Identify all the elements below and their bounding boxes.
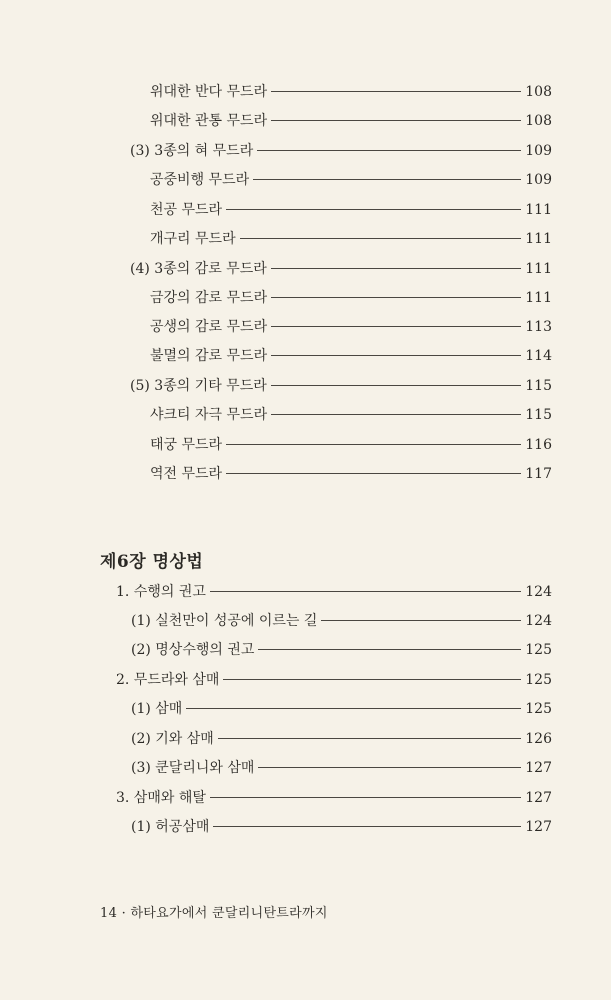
- leader-line: [271, 326, 521, 327]
- toc-entry-title: (1) 허공삼매: [131, 819, 210, 835]
- toc-entry-title: (3) 쿤달리니와 삼매: [131, 760, 255, 776]
- toc-entry-title: 공생의 감로 무드라: [150, 319, 268, 335]
- leader-line: [186, 708, 521, 709]
- leader-line: [240, 238, 522, 239]
- leader-line: [271, 355, 521, 356]
- toc-entry: [131, 702, 552, 716]
- toc-entry-title: (1) 삼매: [131, 701, 183, 717]
- toc-entry: [116, 585, 552, 599]
- toc-entry-page: 117: [525, 466, 552, 482]
- leader-line: [271, 385, 522, 386]
- toc-entry-title: (3) 3종의 혀 무드라: [130, 143, 254, 159]
- toc-entry-title: (2) 명상수행의 권고: [131, 642, 255, 658]
- chapter-heading: 제6장 명상법: [100, 552, 204, 572]
- toc-entry: [131, 614, 552, 628]
- page-footer: 14 · 하타요가에서 쿤달리니탄트라까지: [100, 906, 328, 921]
- toc-entry: [130, 144, 552, 158]
- toc-entry-title: 태궁 무드라: [150, 437, 223, 453]
- toc-entry-page: 108: [525, 84, 552, 100]
- leader-line: [223, 679, 521, 680]
- leader-line: [271, 91, 521, 92]
- toc-entry-page: 111: [525, 261, 552, 277]
- toc-entry-page: 127: [525, 819, 552, 835]
- toc-entry-page: 111: [525, 290, 552, 306]
- toc-entry: [150, 85, 552, 99]
- leader-line: [213, 826, 521, 827]
- toc-entry: [150, 438, 552, 452]
- leader-line: [257, 150, 521, 151]
- toc-entry-title: 3. 삼매와 해탈: [116, 790, 206, 806]
- toc-entry-page: 109: [525, 172, 552, 188]
- toc-entry: [116, 673, 552, 687]
- toc-entry-title: (5) 3종의 기타 무드라: [130, 378, 267, 394]
- toc-entry: [150, 320, 552, 334]
- toc-entry: [150, 203, 552, 217]
- toc-entry-page: 116: [525, 437, 552, 453]
- toc-entry-title: 위대한 관통 무드라: [150, 113, 268, 129]
- toc-entry-page: 127: [525, 760, 552, 776]
- toc-entry-page: 111: [525, 231, 552, 247]
- toc-entry-title: (1) 실천만이 성공에 이르는 길: [131, 613, 318, 629]
- toc-entry: [131, 732, 552, 746]
- leader-line: [258, 649, 521, 650]
- toc-entry: [150, 349, 552, 363]
- toc-entry-title: (2) 기와 삼매: [131, 731, 214, 747]
- toc-entry-title: 위대한 반다 무드라: [150, 84, 268, 100]
- toc-entry-title: 개구리 무드라: [150, 231, 236, 247]
- toc-entry-title: (4) 3종의 감로 무드라: [130, 261, 267, 277]
- toc-entry: [150, 173, 552, 187]
- toc-entry-title: 천공 무드라: [150, 202, 223, 218]
- toc-entry-title: 공중비행 무드라: [150, 172, 250, 188]
- toc-entry: [150, 232, 552, 246]
- toc-entry-page: 108: [525, 113, 552, 129]
- leader-line: [210, 797, 521, 798]
- toc-entry: [150, 114, 552, 128]
- toc-entry-page: 113: [525, 319, 552, 335]
- toc-entry-page: 115: [525, 378, 552, 394]
- toc-entry-page: 125: [525, 701, 552, 717]
- toc-entry-page: 109: [525, 143, 552, 159]
- toc-entry-title: 1. 수행의 권고: [116, 584, 206, 600]
- toc-entry: [150, 408, 552, 422]
- leader-line: [271, 120, 521, 121]
- leader-line: [271, 297, 521, 298]
- toc-entry-title: 금강의 감로 무드라: [150, 290, 268, 306]
- toc-entry: [131, 820, 552, 834]
- toc-entry: [150, 291, 552, 305]
- leader-line: [271, 414, 521, 415]
- toc-entry: [116, 791, 552, 805]
- toc-entry-page: 125: [525, 672, 552, 688]
- toc-entry-page: 127: [525, 790, 552, 806]
- toc-entry-page: 111: [525, 202, 552, 218]
- toc-entry: [130, 379, 552, 393]
- toc-entry-page: 115: [525, 407, 552, 423]
- toc-entry: [150, 467, 552, 481]
- toc-entry: [131, 761, 552, 775]
- toc-entry-page: 124: [525, 584, 552, 600]
- leader-line: [210, 591, 521, 592]
- toc-entry-page: 114: [525, 348, 552, 364]
- leader-line: [258, 767, 521, 768]
- toc-entry-title: 샤크티 자극 무드라: [150, 407, 268, 423]
- leader-line: [253, 179, 521, 180]
- leader-line: [226, 473, 521, 474]
- leader-line: [226, 444, 521, 445]
- toc-entry-page: 125: [525, 642, 552, 658]
- toc-entry-title: 역전 무드라: [150, 466, 223, 482]
- toc-entry: [131, 643, 552, 657]
- toc-entry: [130, 262, 552, 276]
- leader-line: [226, 209, 521, 210]
- toc-entry-title: 불멸의 감로 무드라: [150, 348, 268, 364]
- toc-entry-title: 2. 무드라와 삼매: [116, 672, 220, 688]
- leader-line: [321, 620, 521, 621]
- leader-line: [271, 268, 522, 269]
- toc-entry-page: 124: [525, 613, 552, 629]
- leader-line: [218, 738, 521, 739]
- toc-entry-page: 126: [525, 731, 552, 747]
